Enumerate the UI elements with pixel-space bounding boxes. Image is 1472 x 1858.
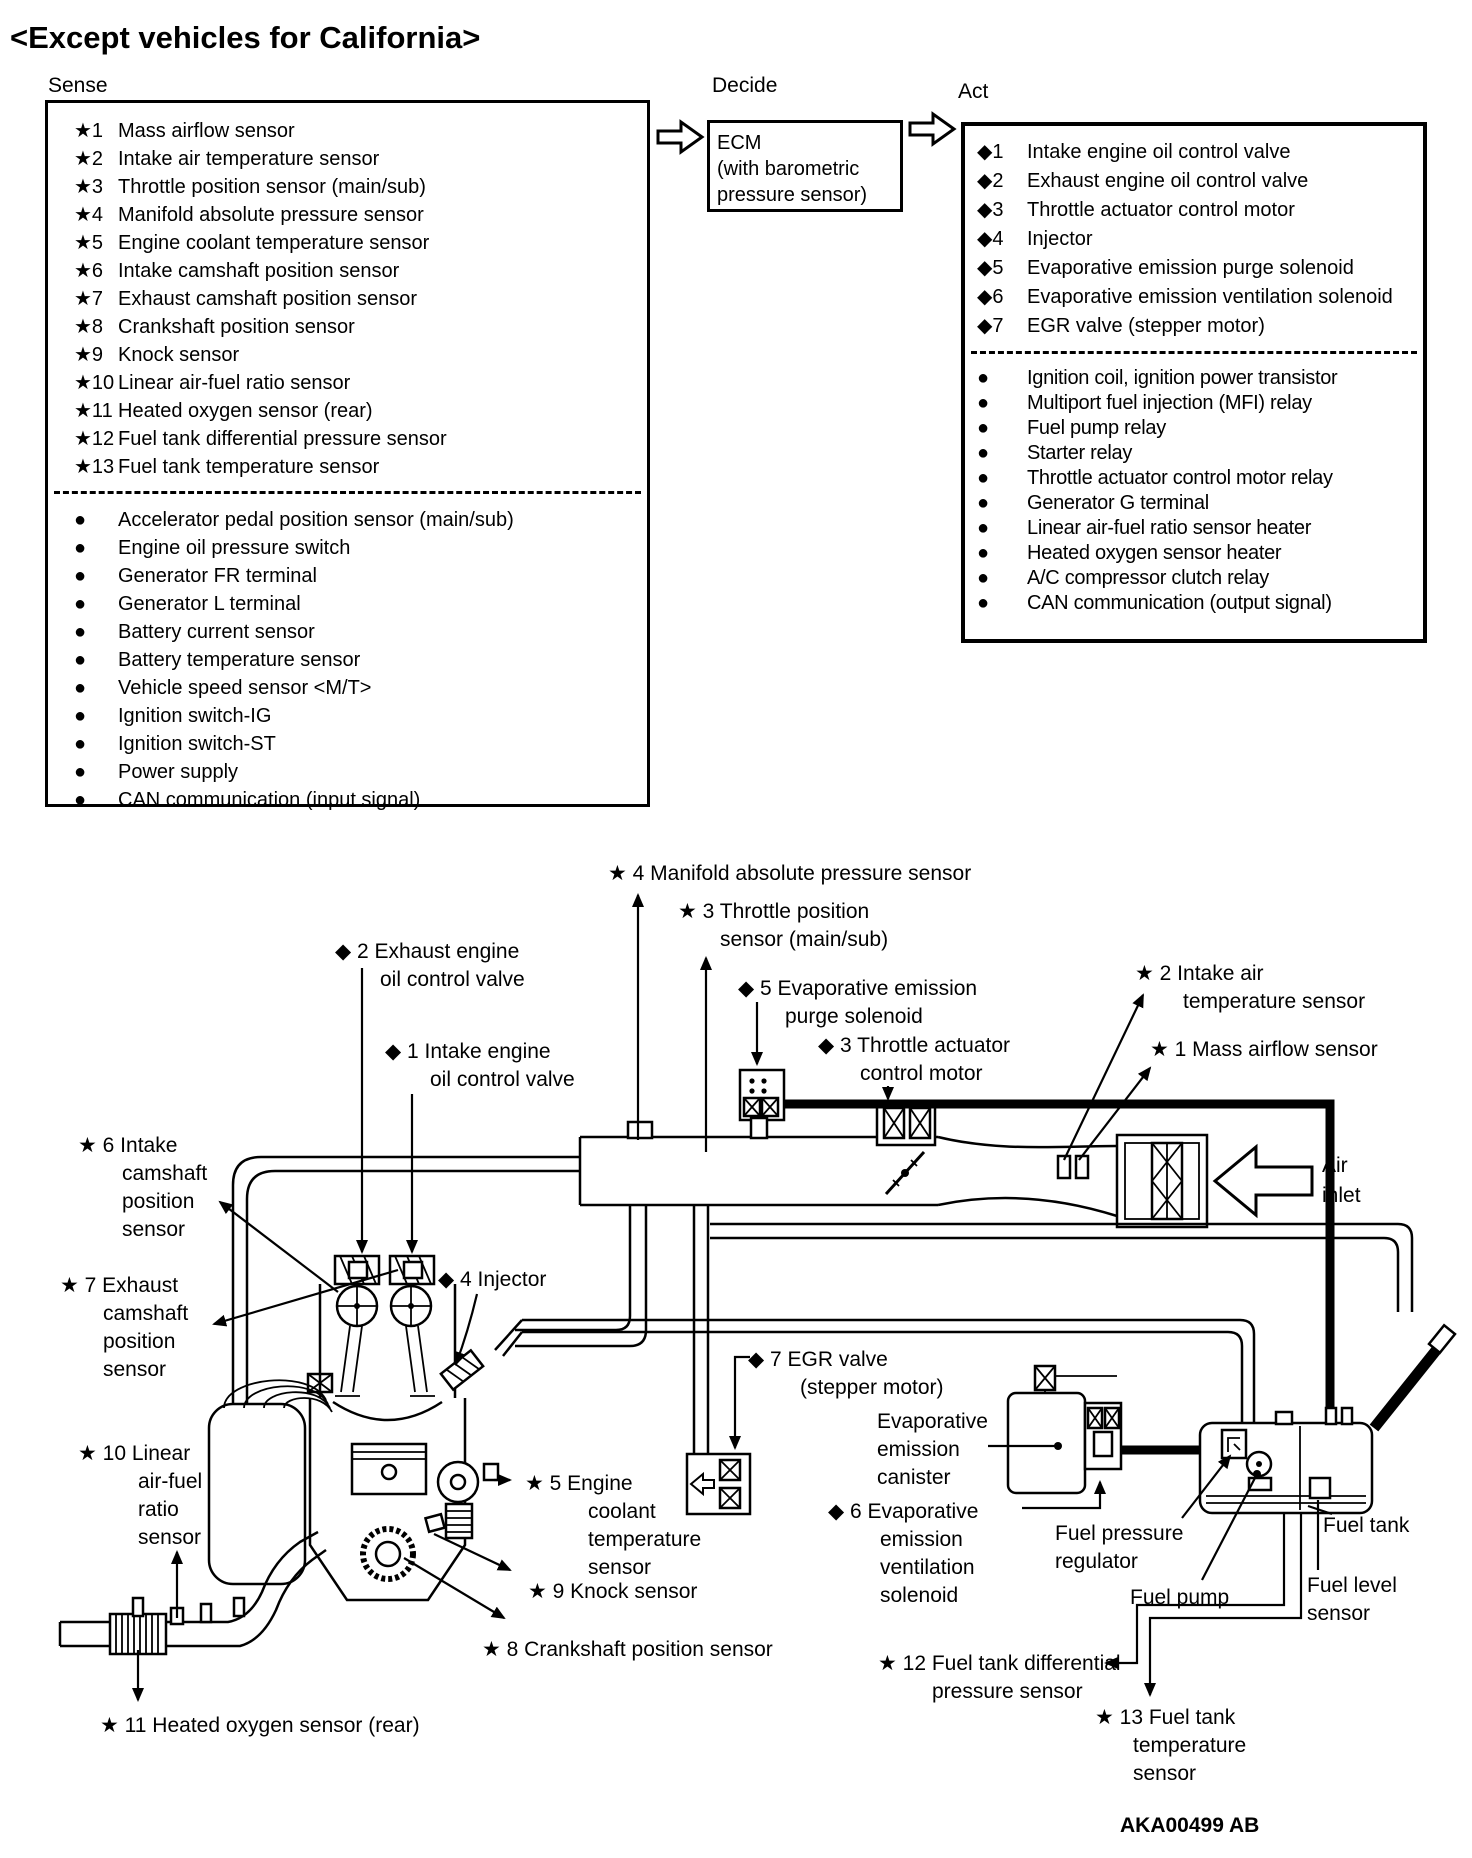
sense-item-label: Battery current sensor bbox=[118, 621, 315, 643]
sense-bulleted-item bbox=[48, 562, 647, 590]
bullet-marker: ● bbox=[977, 392, 990, 414]
sense-starred-item bbox=[48, 201, 647, 229]
sense-bulleted-item bbox=[48, 758, 647, 786]
star-marker: ★12 bbox=[74, 428, 115, 450]
injector bbox=[441, 1350, 483, 1389]
label-injector: ◆ 4 Injector bbox=[438, 1268, 547, 1291]
label-rear-o2-sensor: ★ 11 Heated oxygen sensor (rear) bbox=[100, 1714, 420, 1737]
egr-valve bbox=[687, 1454, 750, 1514]
svg-text:sensor: sensor bbox=[1307, 1602, 1371, 1625]
sense-bulleted-item bbox=[48, 730, 647, 758]
svg-text:position: position bbox=[103, 1330, 176, 1353]
bullet-marker: ● bbox=[977, 517, 990, 539]
sense-bulleted-item bbox=[48, 786, 647, 814]
star-marker: ★4 bbox=[74, 204, 104, 226]
diamond-marker: ◆5 bbox=[977, 257, 1004, 279]
act-bulleted-item bbox=[965, 491, 1423, 516]
svg-text:sensor: sensor bbox=[588, 1556, 652, 1579]
svg-text:regulator: regulator bbox=[1055, 1550, 1138, 1573]
maf-sensor bbox=[1076, 1156, 1088, 1178]
sense-starred-item bbox=[48, 341, 647, 369]
label-fuel-pressure-regulator: Fuel pressure bbox=[1055, 1522, 1184, 1545]
svg-text:ratio: ratio bbox=[138, 1498, 179, 1521]
act-bulleted-item bbox=[965, 516, 1423, 541]
act-item-label: Ignition coil, ignition power transistor bbox=[1027, 367, 1338, 389]
label-exhaust-cam-sensor: ★ 7 Exhaust bbox=[60, 1274, 179, 1297]
act-bulleted-item bbox=[965, 366, 1423, 391]
sense-starred-item bbox=[48, 397, 647, 425]
fuel-tank bbox=[1200, 1423, 1372, 1513]
svg-text:canister: canister bbox=[877, 1466, 951, 1489]
svg-text:air-fuel: air-fuel bbox=[138, 1470, 203, 1493]
act-numbered-item bbox=[965, 254, 1423, 283]
act-numbered-item bbox=[965, 283, 1423, 312]
sense-item-label: Fuel tank differential pressure sensor bbox=[118, 428, 447, 450]
diagram-labels bbox=[60, 862, 1410, 1837]
label-fuel-pump: Fuel pump bbox=[1130, 1586, 1230, 1609]
svg-text:emission: emission bbox=[880, 1528, 963, 1551]
sense-bulleted-item bbox=[48, 702, 647, 730]
bullet-marker: ● bbox=[74, 621, 87, 643]
sense-item-label: Knock sensor bbox=[118, 344, 240, 366]
label-evap-canister: Evaporative bbox=[877, 1410, 988, 1433]
ventilation-solenoid bbox=[1085, 1403, 1121, 1469]
svg-text:control motor: control motor bbox=[860, 1062, 983, 1085]
filler-neck bbox=[1374, 1325, 1455, 1428]
act-numbered-list bbox=[965, 138, 1423, 341]
act-item-label: CAN communication (output signal) bbox=[1027, 592, 1332, 614]
intake-system bbox=[233, 1070, 1312, 1454]
sense-bulleted-item bbox=[48, 534, 647, 562]
star-marker: ★5 bbox=[74, 232, 104, 254]
act-numbered-item bbox=[965, 312, 1423, 341]
crankshaft-wheel bbox=[363, 1529, 413, 1579]
svg-text:sensor: sensor bbox=[122, 1218, 186, 1241]
egr-pipe bbox=[694, 1205, 708, 1454]
act-item-label: Throttle actuator control motor relay bbox=[1027, 467, 1333, 489]
bullet-marker: ● bbox=[74, 537, 87, 559]
bullet-marker: ● bbox=[977, 567, 990, 589]
star-marker: ★7 bbox=[74, 288, 104, 310]
label-knock-sensor: ★ 9 Knock sensor bbox=[528, 1580, 698, 1603]
diamond-marker: ◆4 bbox=[977, 228, 1004, 250]
figure-code: AKA00499 AB bbox=[1120, 1814, 1260, 1837]
camshafts bbox=[337, 1286, 431, 1326]
svg-text:position: position bbox=[122, 1190, 195, 1213]
bullet-marker: ● bbox=[977, 467, 990, 489]
sense-starred-item bbox=[48, 369, 647, 397]
act-item-label: Intake engine oil control valve bbox=[1027, 141, 1291, 163]
sense-item-label: Battery temperature sensor bbox=[118, 649, 361, 671]
act-numbered-item bbox=[965, 196, 1423, 225]
bullet-marker: ● bbox=[977, 592, 990, 614]
diamond-marker: ◆7 bbox=[977, 315, 1004, 337]
evap-system bbox=[710, 1104, 1412, 1493]
throttle-actuator-motor bbox=[877, 1101, 935, 1145]
ecm-line: ECM bbox=[717, 132, 762, 154]
throttle-valve bbox=[886, 1152, 924, 1194]
leader-lines bbox=[138, 895, 1332, 1700]
fuel-pressure-regulator bbox=[1222, 1430, 1246, 1458]
act-item-label: Injector bbox=[1027, 228, 1093, 250]
act-item-label: Multiport fuel injection (MFI) relay bbox=[1027, 392, 1312, 414]
act-item-label: Heated oxygen sensor heater bbox=[1027, 542, 1282, 564]
bullet-marker: ● bbox=[74, 677, 87, 699]
sense-item-label: Heated oxygen sensor (rear) bbox=[118, 400, 373, 422]
sense-item-label: Vehicle speed sensor <M/T> bbox=[118, 677, 372, 699]
svg-text:temperature: temperature bbox=[588, 1528, 702, 1551]
label-maf-sensor: ★ 1 Mass airflow sensor bbox=[1150, 1038, 1378, 1061]
svg-text:oil control valve: oil control valve bbox=[430, 1068, 575, 1091]
act-numbered-item bbox=[965, 225, 1423, 254]
act-label: Act bbox=[958, 80, 989, 103]
sense-bulleted-item bbox=[48, 674, 647, 702]
svg-text:temperature sensor: temperature sensor bbox=[1183, 990, 1366, 1013]
bullet-marker: ● bbox=[977, 542, 990, 564]
fuel-pump bbox=[1247, 1452, 1271, 1490]
sense-item-label: Fuel tank temperature sensor bbox=[118, 456, 380, 478]
fuel-tank-assembly bbox=[495, 1320, 1455, 1513]
svg-text:ventilation: ventilation bbox=[880, 1556, 975, 1579]
star-marker: ★3 bbox=[74, 176, 104, 198]
act-numbered-item bbox=[965, 167, 1423, 196]
sense-item-label: Ignition switch-IG bbox=[118, 705, 272, 727]
surge-tank-runners bbox=[209, 1380, 332, 1584]
act-item-label: EGR valve (stepper motor) bbox=[1027, 315, 1265, 337]
label-egr-valve: ◆ 7 EGR valve bbox=[748, 1348, 888, 1371]
svg-text:sensor (main/sub): sensor (main/sub) bbox=[720, 928, 889, 951]
timing-pulley bbox=[438, 1462, 478, 1538]
star-marker: ★6 bbox=[74, 260, 104, 282]
sense-bulleted-item bbox=[48, 646, 647, 674]
svg-text:sensor: sensor bbox=[138, 1526, 202, 1549]
star-marker: ★9 bbox=[74, 344, 104, 366]
bullet-marker: ● bbox=[74, 761, 87, 783]
svg-text:(stepper motor): (stepper motor) bbox=[800, 1376, 944, 1399]
iat-sensor bbox=[1058, 1156, 1070, 1178]
act-bulleted-list bbox=[965, 366, 1423, 616]
decide-label: Decide bbox=[712, 74, 778, 97]
act-item-label: A/C compressor clutch relay bbox=[1027, 567, 1269, 589]
purge-hose bbox=[784, 1104, 1330, 1416]
sense-item-label: Intake camshaft position sensor bbox=[118, 260, 400, 282]
map-sensor-mount bbox=[628, 1122, 652, 1138]
label-throttle-position-sensor: ★ 3 Throttle position bbox=[678, 900, 870, 923]
sense-item-label: Exhaust camshaft position sensor bbox=[118, 288, 418, 310]
label-vent-solenoid: ◆ 6 Evaporative bbox=[828, 1500, 979, 1523]
label-tank-diff-pressure-sensor: ★ 12 Fuel tank differential bbox=[878, 1652, 1121, 1675]
act-dashed-divider bbox=[971, 351, 1417, 354]
cam-position-sensor bbox=[308, 1374, 332, 1392]
bullet-marker: ● bbox=[977, 417, 990, 439]
sense-bulleted-item bbox=[48, 590, 647, 618]
svg-text:emission: emission bbox=[877, 1438, 960, 1461]
label-fuel-tank: Fuel tank bbox=[1323, 1514, 1410, 1537]
sense-item-label: Manifold absolute pressure sensor bbox=[118, 204, 424, 226]
sense-starred-item bbox=[48, 145, 647, 173]
exhaust-cam-phaser bbox=[390, 1256, 434, 1284]
act-bulleted-item bbox=[965, 566, 1423, 591]
bullet-marker: ● bbox=[74, 733, 87, 755]
label-crank-sensor: ★ 8 Crankshaft position sensor bbox=[482, 1638, 773, 1661]
label-intake-oil-control-valve: ◆ 1 Intake engine bbox=[385, 1040, 551, 1063]
catalytic-converter bbox=[110, 1614, 166, 1654]
svg-text:temperature: temperature bbox=[1133, 1734, 1247, 1757]
sense-item-label: Crankshaft position sensor bbox=[118, 316, 355, 338]
act-item-label: Exhaust engine oil control valve bbox=[1027, 170, 1309, 192]
sense-starred-item bbox=[48, 313, 647, 341]
sense-starred-item bbox=[48, 285, 647, 313]
sense-starred-item bbox=[48, 117, 647, 145]
bullet-marker: ● bbox=[74, 789, 87, 811]
label-air-inlet: Air bbox=[1322, 1154, 1348, 1177]
sense-item-label: Power supply bbox=[118, 761, 239, 783]
rear-o2-sensor bbox=[133, 1598, 143, 1616]
sense-starred-item bbox=[48, 257, 647, 285]
sense-item-label: Engine coolant temperature sensor bbox=[118, 232, 430, 254]
sense-starred-item bbox=[48, 425, 647, 453]
evap-canister bbox=[1008, 1366, 1117, 1493]
svg-text:camshaft: camshaft bbox=[122, 1162, 208, 1185]
sense-label: Sense bbox=[48, 74, 108, 97]
sense-item-label: Throttle position sensor (main/sub) bbox=[118, 176, 426, 198]
svg-text:solenoid: solenoid bbox=[880, 1584, 959, 1607]
act-bulleted-item bbox=[965, 591, 1423, 616]
act-bulleted-item bbox=[965, 416, 1423, 441]
label-fuel-level-sensor: Fuel level bbox=[1307, 1574, 1397, 1597]
fuel-level-sensor bbox=[1310, 1478, 1330, 1498]
label-coolant-temp-sensor: ★ 5 Engine bbox=[525, 1472, 633, 1495]
svg-text:coolant: coolant bbox=[588, 1500, 656, 1523]
sense-item-label: Accelerator pedal position sensor (main/sub) bbox=[118, 509, 514, 531]
sense-item-label: Generator L terminal bbox=[118, 593, 301, 615]
label-iat-sensor: ★ 2 Intake air bbox=[1135, 962, 1264, 985]
svg-text:pressure sensor: pressure sensor bbox=[932, 1680, 1083, 1703]
sense-bulleted-item bbox=[48, 618, 647, 646]
svg-text:purge solenoid: purge solenoid bbox=[785, 1005, 923, 1028]
diamond-marker: ◆3 bbox=[977, 199, 1004, 221]
piston bbox=[352, 1444, 426, 1494]
star-marker: ★10 bbox=[74, 372, 115, 394]
air-cleaner bbox=[1117, 1135, 1207, 1227]
act-bulleted-item bbox=[965, 441, 1423, 466]
act-item-label: Linear air-fuel ratio sensor heater bbox=[1027, 517, 1312, 539]
sense-dashed-divider bbox=[54, 491, 641, 494]
tank-pressure-fitting bbox=[1276, 1412, 1292, 1424]
act-item-label: Evaporative emission ventilation solenoid bbox=[1027, 286, 1393, 308]
act-item-label: Evaporative emission purge solenoid bbox=[1027, 257, 1354, 279]
act-item-label: Fuel pump relay bbox=[1027, 417, 1166, 439]
sense-starred-item bbox=[48, 453, 647, 481]
sense-to-ecm-arrow bbox=[658, 122, 702, 152]
label-map-sensor: ★ 4 Manifold absolute pressure sensor bbox=[608, 862, 972, 885]
diamond-marker: ◆1 bbox=[977, 141, 1004, 163]
bullet-marker: ● bbox=[74, 565, 87, 587]
act-bulleted-item bbox=[965, 541, 1423, 566]
intake-cam-phaser bbox=[335, 1256, 379, 1284]
bullet-marker: ● bbox=[977, 492, 990, 514]
act-item-label: Throttle actuator control motor bbox=[1027, 199, 1295, 221]
knock-sensor bbox=[425, 1514, 444, 1532]
coolant-temp-sensor bbox=[484, 1464, 498, 1480]
label-intake-cam-sensor: ★ 6 Intake bbox=[78, 1134, 178, 1157]
sense-starred-item bbox=[48, 173, 647, 201]
purge-solenoid bbox=[740, 1070, 784, 1138]
label-tank-temp-sensor: ★ 13 Fuel tank bbox=[1095, 1706, 1236, 1729]
bullet-marker: ● bbox=[74, 705, 87, 727]
svg-text:camshaft: camshaft bbox=[103, 1302, 189, 1325]
sense-item-label: Linear air-fuel ratio sensor bbox=[118, 372, 351, 394]
sense-item-label: Mass airflow sensor bbox=[118, 120, 295, 142]
bullet-marker: ● bbox=[74, 649, 87, 671]
bullet-marker: ● bbox=[977, 442, 990, 464]
star-marker: ★11 bbox=[74, 400, 113, 422]
page-title: <Except vehicles for California> bbox=[10, 20, 481, 55]
sense-starred-list bbox=[48, 117, 647, 481]
act-box bbox=[961, 122, 1427, 643]
label-purge-solenoid: ◆ 5 Evaporative emission bbox=[738, 977, 978, 1000]
star-marker: ★13 bbox=[74, 456, 115, 478]
sense-item-label: CAN communication (input signal) bbox=[118, 789, 421, 811]
sense-item-label: Engine oil pressure switch bbox=[118, 537, 351, 559]
label-laf-sensor: ★ 10 Linear bbox=[78, 1442, 191, 1465]
ecm-line: (with barometric bbox=[717, 158, 860, 180]
label-exhaust-oil-control-valve: ◆ 2 Exhaust engine bbox=[335, 940, 520, 963]
act-item-label: Generator G terminal bbox=[1027, 492, 1209, 514]
bullet-marker: ● bbox=[74, 509, 87, 531]
sense-item-label: Intake air temperature sensor bbox=[118, 148, 380, 170]
act-item-label: Starter relay bbox=[1027, 442, 1133, 464]
diamond-marker: ◆2 bbox=[977, 170, 1004, 192]
label-throttle-actuator-motor: ◆ 3 Throttle actuator bbox=[818, 1034, 1011, 1057]
act-bulleted-item bbox=[965, 391, 1423, 416]
engine-block bbox=[209, 1256, 498, 1600]
ecm-line: pressure sensor) bbox=[717, 184, 868, 206]
sense-item-label: Ignition switch-ST bbox=[118, 733, 276, 755]
star-marker: ★2 bbox=[74, 148, 104, 170]
ecm-to-act-arrow bbox=[910, 114, 954, 144]
svg-text:sensor: sensor bbox=[1133, 1762, 1197, 1785]
svg-text:oil control valve: oil control valve bbox=[380, 968, 525, 991]
sense-bulleted-list bbox=[48, 506, 647, 814]
sense-box bbox=[45, 100, 650, 811]
svg-text:inlet: inlet bbox=[1322, 1184, 1361, 1207]
diamond-marker: ◆6 bbox=[977, 286, 1004, 308]
bullet-marker: ● bbox=[977, 367, 990, 389]
sense-item-label: Generator FR terminal bbox=[118, 565, 317, 587]
ecm-text bbox=[717, 130, 897, 208]
sense-bulleted-item bbox=[48, 506, 647, 534]
exhaust-system bbox=[60, 1532, 326, 1654]
laf-sensor bbox=[171, 1608, 183, 1624]
sense-starred-item bbox=[48, 229, 647, 257]
air-inlet-arrow bbox=[1215, 1147, 1312, 1215]
star-marker: ★8 bbox=[74, 316, 104, 338]
bullet-marker: ● bbox=[74, 593, 87, 615]
svg-text:sensor: sensor bbox=[103, 1358, 167, 1381]
star-marker: ★1 bbox=[74, 120, 104, 142]
act-numbered-item bbox=[965, 138, 1423, 167]
act-bulleted-item bbox=[965, 466, 1423, 491]
